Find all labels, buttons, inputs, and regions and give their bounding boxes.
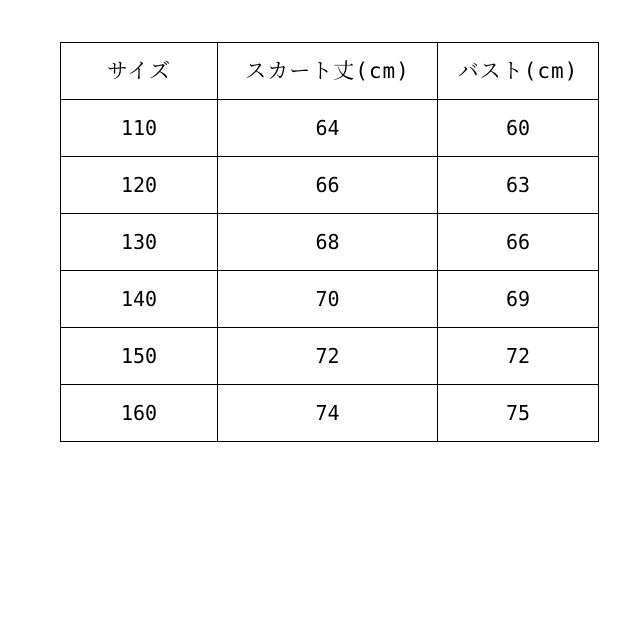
table-header-row <box>61 43 599 100</box>
table-row <box>61 385 599 442</box>
table-row <box>61 271 599 328</box>
header-bust: バスト(cm) <box>438 43 599 100</box>
cell-bust: 63 <box>438 157 599 214</box>
table-row <box>61 100 599 157</box>
header-size: サイズ <box>61 43 218 100</box>
table-row <box>61 214 599 271</box>
cell-size: 140 <box>61 271 218 328</box>
size-chart-table <box>60 42 599 442</box>
cell-size: 130 <box>61 214 218 271</box>
table-row <box>61 328 599 385</box>
cell-bust: 72 <box>438 328 599 385</box>
cell-bust: 66 <box>438 214 599 271</box>
table-row <box>61 157 599 214</box>
cell-size: 160 <box>61 385 218 442</box>
cell-bust: 75 <box>438 385 599 442</box>
cell-size: 150 <box>61 328 218 385</box>
cell-size: 110 <box>61 100 218 157</box>
cell-skirt-length: 64 <box>218 100 438 157</box>
cell-size: 120 <box>61 157 218 214</box>
cell-bust: 69 <box>438 271 599 328</box>
cell-skirt-length: 68 <box>218 214 438 271</box>
cell-skirt-length: 70 <box>218 271 438 328</box>
cell-skirt-length: 66 <box>218 157 438 214</box>
header-skirt-length: スカート丈(cm) <box>218 43 438 100</box>
cell-skirt-length: 74 <box>218 385 438 442</box>
cell-bust: 60 <box>438 100 599 157</box>
cell-skirt-length: 72 <box>218 328 438 385</box>
